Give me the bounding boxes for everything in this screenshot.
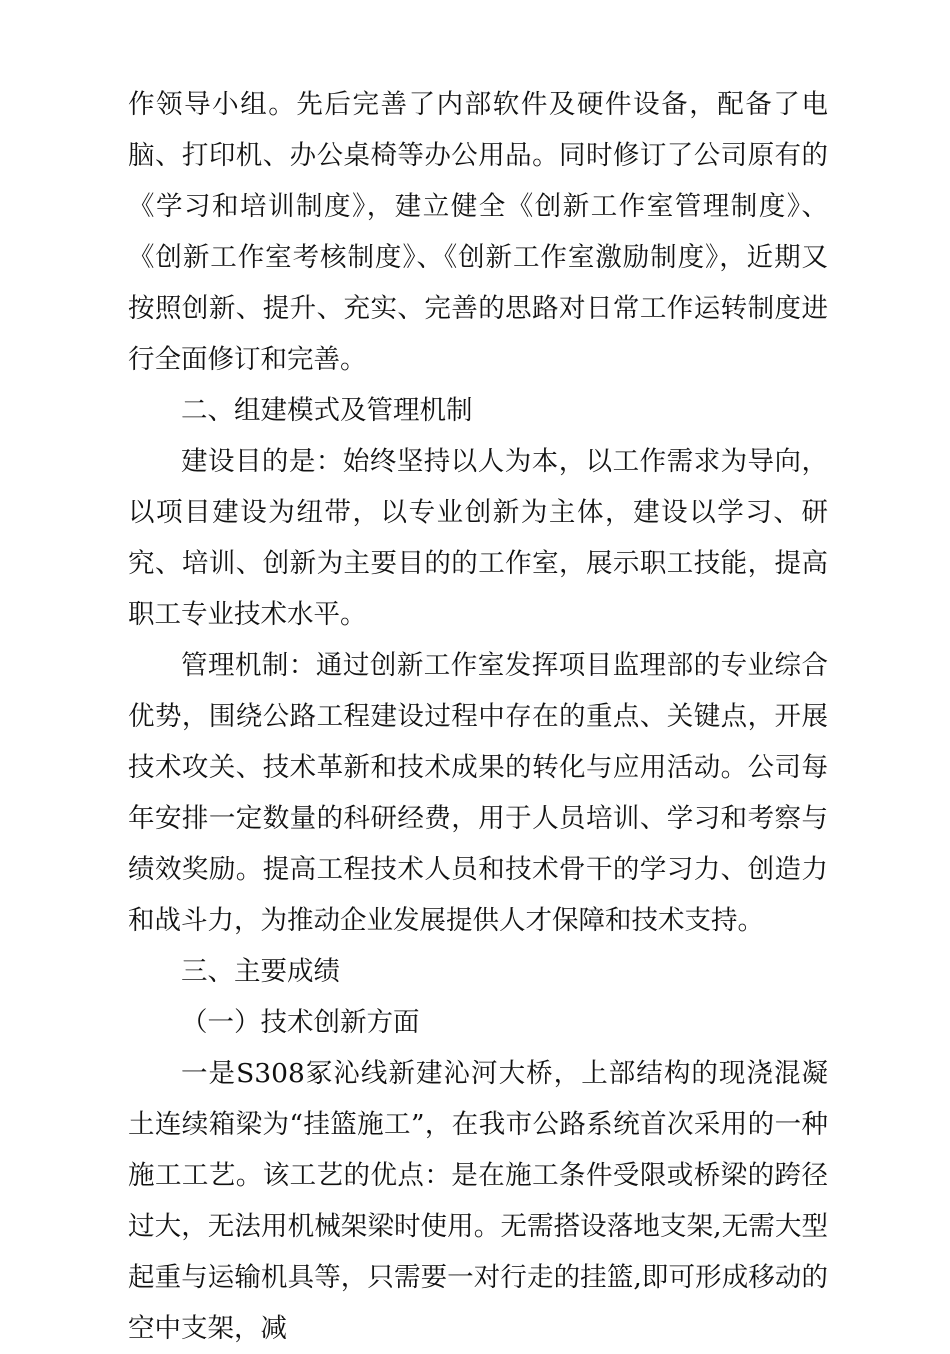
body-paragraph-construction-purpose: 建设目的是：始终坚持以人为本，以工作需求为导向，以项目建设为纽带，以专业创新为主体，建设以学习、研究、培训、创新为主要目的的工作室，展示职工技能，提高职工专业技术水平。 xyxy=(128,446,828,630)
section-heading-main-achievements: 三、主要成绩 xyxy=(181,956,340,987)
body-paragraph-bridge-construction: 一是S308冢沁线新建沁河大桥，上部结构的现浇混凝土连续箱梁为“挂篮施工”，在我市公路系统首次采用的一种施工工艺。该工艺的优点：是在施工条件受限或桥梁的跨径过大，无法用机械架梁时使用。无需搭设落地支架,无需大型起重与运输机具等，只需要一对行走的挂篮,即可形成移动的空中支架，减 xyxy=(128,1058,828,1344)
document-page xyxy=(128,79,828,1354)
subsection-heading-technical-innovation: （一）技术创新方面 xyxy=(181,1007,420,1038)
section-heading-organization-and-management: 二、组建模式及管理机制 xyxy=(181,395,473,426)
body-paragraph-continued: 作领导小组。先后完善了内部软件及硬件设备，配备了电脑、打印机、办公桌椅等办公用品。同时修订了公司原有的《学习和培训制度》，建立健全《创新工作室管理制度》、《创新工作室考核制度》、《创新工作室激励制度》，近期又按照创新、提升、充实、完善的思路对日常工作运转制度进行全面修订和完善。 xyxy=(128,89,828,375)
body-paragraph-management-mechanism: 管理机制：通过创新工作室发挥项目监理部的专业综合优势，围绕公路工程建设过程中存在的重点、关键点，开展技术攻关、技术革新和技术成果的转化与应用活动。公司每年安排一定数量的科研经费，用于人员培训、学习和考察与绩效奖励。提高工程技术人员和技术骨干的学习力、创造力和战斗力，为推动企业发展提供人才保障和技术支持。 xyxy=(128,650,828,936)
